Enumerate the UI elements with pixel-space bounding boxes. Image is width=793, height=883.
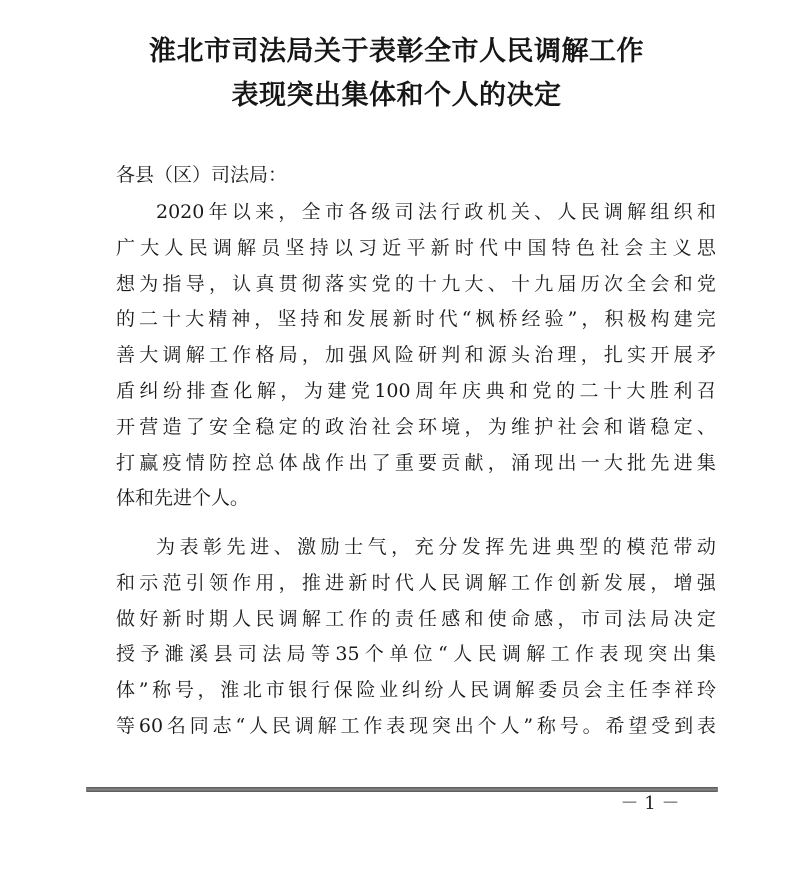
paragraph-line: 和 示 范 引 领 作 用 ， 推 进 新 时 代 人 民 调 解 工 作 创 新 发 展 ， 增 强 — [116, 571, 716, 594]
paragraph-line: 授 予 濉 溪 县 司 法 局 等 35 个 单 位 “ 人 民 调 解 工 作 表 现 突 出 集 — [116, 643, 716, 666]
paragraph-line: 2020 年 以 来 ， 全 市 各 级 司 法 行 政 机 关 、 人 民 调 解 组 织 和 — [156, 201, 716, 223]
title-line-1: 淮北市司法局关于表彰全市人民调解工作 — [149, 36, 644, 67]
paragraph-line: 等 60 名 同 志 “ 人 民 调 解 工 作 表 现 突 出 个 人 ” 称 号 。 希 望 受 到 表 — [116, 714, 716, 737]
paragraph-line: 体 ” 称 号 ， 淮 北 市 银 行 保 险 业 纠 纷 人 民 调 解 委 员 会 主 任 李 祥 玲 — [116, 679, 716, 702]
paragraph-line: 体和先进个人。 — [116, 487, 250, 510]
document-title — [0, 30, 793, 118]
paragraph-line: 想 为 指 导 ， 认 真 贯 彻 落 实 党 的 十 九 大 、 十 九 届 历 次 全 会 和 党 — [116, 272, 716, 295]
title-line-2: 表现突出集体和个人的决定 — [231, 80, 562, 111]
footer-rule — [86, 787, 718, 792]
paragraph-line: 善 大 调 解 工 作 格 局 ， 加 强 风 险 研 判 和 源 头 治 理 ， 扎 实 开 展 矛 — [116, 344, 716, 367]
paragraph-2 — [116, 535, 716, 750]
paragraph-line: 盾 纠 纷 排 查 化 解 ， 为 建 党 100 周 年 庆 典 和 党 的 二 十 大 胜 利 召 — [116, 379, 716, 402]
paragraph-line: 的 二 十 大 精 神 ， 坚 持 和 发 展 新 时 代 “ 枫 桥 经 验 ” ， 积 极 构 建 完 — [116, 308, 716, 331]
paragraph-line: 广 大 人 民 调 解 员 坚 持 以 习 近 平 新 时 代 中 国 特 色 社 会 主 义 思 — [116, 236, 716, 259]
paragraph-line: 为 表 彰 先 进 、 激 励 士 气 ， 充 分 发 挥 先 进 典 型 的 模 范 带 动 — [156, 536, 716, 558]
paragraph-1 — [116, 200, 716, 522]
page-number: － 1 － — [620, 793, 680, 814]
salutation: 各县（区）司法局： — [116, 164, 288, 186]
paragraph-line: 打 赢 疫 情 防 控 总 体 战 作 出 了 重 要 贡 献 ， 涌 现 出 一 大 批 先 进 集 — [116, 451, 716, 474]
paragraph-line: 做 好 新 时 期 人 民 调 解 工 作 的 责 任 感 和 使 命 感 ， 市 司 法 局 决 定 — [116, 607, 716, 630]
paragraph-line: 开 营 造 了 安 全 稳 定 的 政 治 社 会 环 境 ， 为 维 护 社 会 和 谐 稳 定 、 — [116, 415, 716, 438]
